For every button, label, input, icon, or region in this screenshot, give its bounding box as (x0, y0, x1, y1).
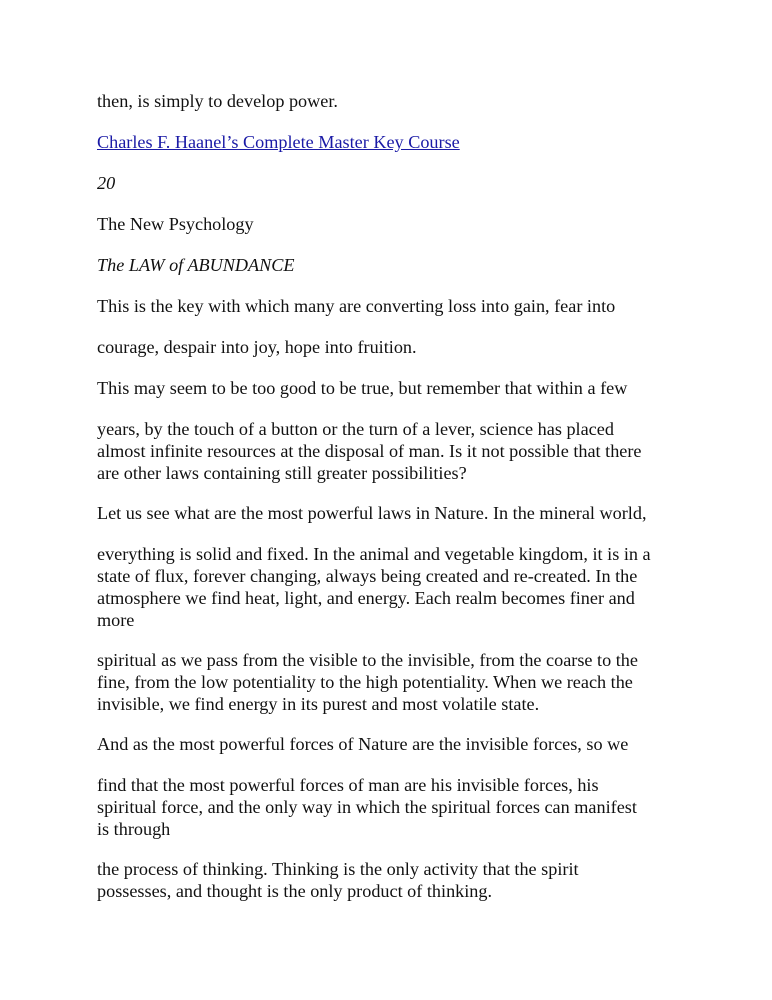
paragraph-line: This may seem to be too good to be true, but remember that within a few (97, 378, 628, 398)
paragraph-line: more (97, 610, 135, 630)
paragraph-line: And as the most powerful forces of Nature are the invisible forces, so we (97, 734, 629, 754)
paragraph-line: This is the key with which many are converting loss into gain, fear into (97, 296, 616, 316)
paragraph-block (97, 649, 697, 715)
running-title: The New Psychology (97, 214, 254, 234)
paragraph-line: years, by the touch of a button or the turn of a lever, science has placed (97, 419, 614, 439)
paragraph-line: possesses, and thought is the only product of thinking. (97, 881, 493, 901)
paragraph-line: fine, from the low potentiality to the high potentiality. When we reach the (97, 672, 633, 692)
paragraph-line: find that the most powerful forces of man are his invisible forces, his (97, 775, 599, 795)
paragraph-line: spiritual force, and the only way in which the spiritual forces can manifest (97, 797, 637, 817)
paragraph-block (97, 858, 697, 902)
course-link[interactable]: Charles F. Haanel’s Complete Master Key Course (97, 132, 460, 152)
paragraph-line: atmosphere we find heat, light, and energy. Each realm becomes finer and (97, 588, 635, 608)
text-line: then, is simply to develop power. (97, 91, 338, 111)
paragraph-line: spiritual as we pass from the visible to the invisible, from the coarse to the (97, 650, 638, 670)
paragraph-line: everything is solid and fixed. In the animal and vegetable kingdom, it is in a (97, 544, 651, 564)
course-link-paragraph (97, 131, 697, 153)
paragraph-line: are other laws containing still greater possibilities? (97, 463, 467, 483)
paragraph-block (97, 774, 697, 840)
paragraph-block (97, 543, 697, 631)
paragraph-line: Let us see what are the most powerful laws in Nature. In the mineral world, (97, 503, 647, 523)
chapter-title: The LAW of ABUNDANCE (97, 255, 295, 275)
paragraph-line: almost infinite resources at the disposal of man. Is it not possible that there (97, 441, 642, 461)
paragraph-line: invisible, we find energy in its purest and most volatile state. (97, 694, 540, 714)
paragraph-block (97, 418, 697, 484)
page-number: 20 (97, 173, 116, 193)
paragraph-line: the process of thinking. Thinking is the only activity that the spirit (97, 859, 579, 879)
paragraph-line: courage, despair into joy, hope into fruition. (97, 337, 417, 357)
paragraph-line: state of flux, forever changing, always being created and re-created. In the (97, 566, 638, 586)
paragraph-line: is through (97, 819, 171, 839)
